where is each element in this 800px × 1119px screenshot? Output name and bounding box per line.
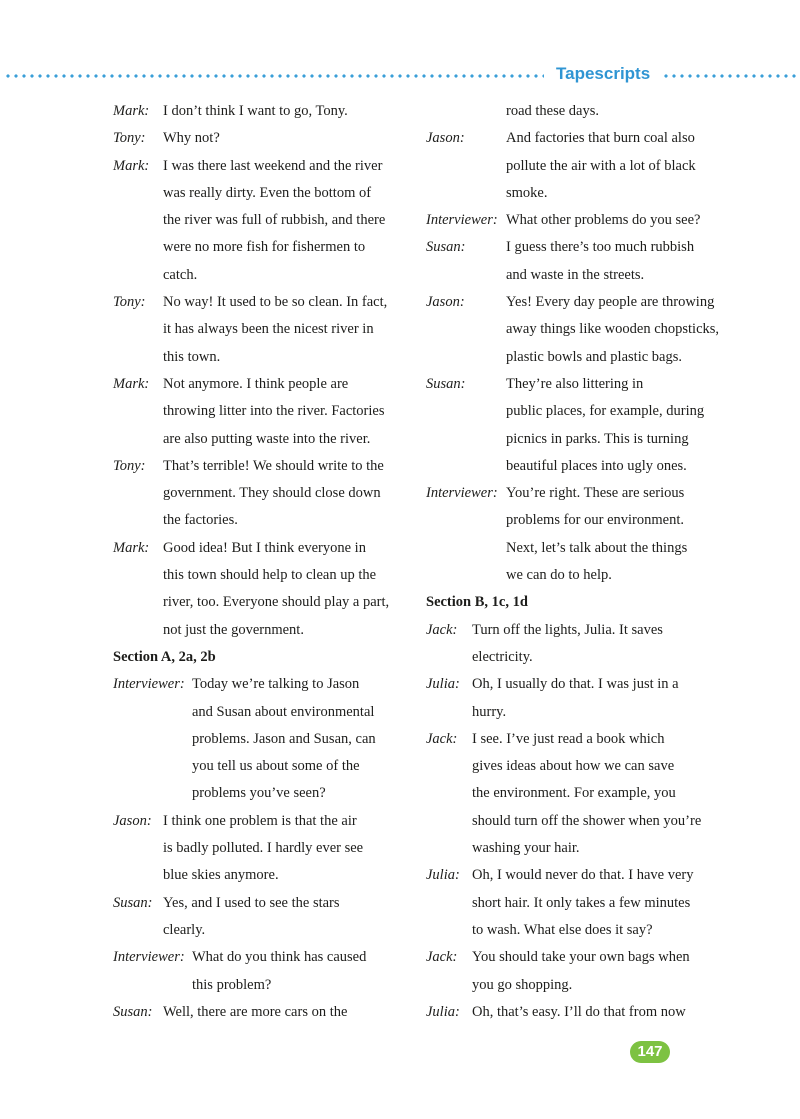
dialogue-entry <box>426 98 726 125</box>
section-heading: Section A, 2a, 2b <box>113 648 216 665</box>
dialogue-line: You’re right. These are serious <box>506 485 685 502</box>
dialogue-text <box>192 944 413 999</box>
dialogue-entry <box>113 453 413 535</box>
dialogue-line: hurry. <box>472 703 507 720</box>
speaker-name: Susan: <box>113 1003 153 1020</box>
dialogue-line: were no more fish for fishermen to <box>163 239 366 256</box>
dialogue-line: pollute the air with a lot of black <box>506 157 696 174</box>
dialogue-line: smoke. <box>506 184 548 201</box>
dialogue-line: this town should help to clean up the <box>163 567 377 584</box>
dialogue-line: I was there last weekend and the river <box>163 157 383 174</box>
dialogue-line: should turn off the shower when you’re <box>472 812 702 829</box>
dialogue-text <box>472 671 726 726</box>
dialogue-text <box>163 999 413 1026</box>
left-column <box>113 98 413 1026</box>
dialogue-line: it has always been the nicest river in <box>163 321 374 338</box>
dialogue-text <box>472 944 726 999</box>
speaker-name: Jack: <box>426 949 458 966</box>
dialogue-line: problems for our environment. <box>506 512 684 529</box>
dialogue-line: They’re also littering in <box>506 375 644 392</box>
dialogue-line: I think one problem is that the air <box>163 812 357 829</box>
dialogue-line: What do you think has caused <box>192 949 367 966</box>
dialogue-entry <box>113 535 413 644</box>
dialogue-line: washing your hair. <box>472 840 580 857</box>
dialogue-text <box>506 125 726 207</box>
dialogue-line: and Susan about environmental <box>192 703 375 720</box>
dialogue-entry <box>426 944 726 999</box>
dialogue-line: we can do to help. <box>506 567 612 584</box>
dialogue-line: Oh, that’s easy. I’ll do that from now <box>472 1003 686 1020</box>
dialogue-line: You should take your own bags when <box>472 949 690 966</box>
dialogue-entry <box>426 234 726 289</box>
dialogue-text <box>506 371 726 480</box>
header-title: Tapescripts <box>556 64 651 83</box>
dialogue-text <box>506 207 726 234</box>
dialogue-line: What other problems do you see? <box>506 212 701 229</box>
speaker-name: Julia: <box>426 867 460 884</box>
speaker-name: Tony: <box>113 457 146 474</box>
dialogue-entry <box>113 371 413 453</box>
speaker-name: Jack: <box>426 621 458 638</box>
dialogue-line: I don’t think I want to go, Tony. <box>163 103 348 119</box>
dialogue-line: the factories. <box>163 512 238 529</box>
dialogue-text <box>472 617 726 672</box>
dialogue-line: I guess there’s too much rubbish <box>506 239 695 256</box>
dialogue-text <box>163 153 413 289</box>
dialogue-line: Today we’re talking to Jason <box>192 676 360 693</box>
dialogue-text <box>163 98 413 125</box>
speaker-name: Susan: <box>426 239 466 256</box>
speaker-name: Interviewer: <box>113 676 185 693</box>
dialogue-text <box>163 289 413 371</box>
dialogue-entry <box>113 98 413 125</box>
dialogue-text <box>163 453 413 535</box>
dialogue-line: and waste in the streets. <box>506 266 645 283</box>
dialogue-text <box>472 726 726 862</box>
dialogue-text <box>163 890 413 945</box>
dialogue-entry <box>426 999 726 1026</box>
dialogue-entry <box>426 480 726 589</box>
section-heading: Section B, 1c, 1d <box>426 594 528 611</box>
dialogue-entry <box>426 726 726 862</box>
speaker-name: Jason: <box>113 812 152 829</box>
dialogue-line: road these days. <box>506 103 600 119</box>
speaker-name: Tony: <box>113 294 146 311</box>
dialogue-text <box>506 480 726 589</box>
dialogue-entry <box>426 125 726 207</box>
dialogue-line: Oh, I would never do that. I have very <box>472 867 694 884</box>
header-dotted-rule-right <box>662 74 798 78</box>
speaker-name: Interviewer: <box>113 949 185 966</box>
dialogue-entry <box>426 371 726 480</box>
dialogue-line: That’s terrible! We should write to the <box>163 457 384 474</box>
dialogue-line: gives ideas about how we can save <box>472 758 675 775</box>
dialogue-line: No way! It used to be so clean. In fact, <box>163 294 388 311</box>
dialogue-line: electricity. <box>472 648 533 665</box>
dialogue-line: catch. <box>163 266 198 283</box>
dialogue-text <box>192 671 413 807</box>
dialogue-line: not just the government. <box>163 621 304 638</box>
dialogue-text <box>506 234 726 289</box>
dialogue-line: Next, let’s talk about the things <box>506 539 688 556</box>
speaker-name: Interviewer: <box>426 485 498 502</box>
dialogue-text <box>163 371 413 453</box>
dialogue-line: this town. <box>163 348 221 365</box>
dialogue-entry <box>426 617 726 672</box>
dialogue-line: Yes, and I used to see the stars <box>163 894 340 911</box>
dialogue-text <box>163 808 413 890</box>
dialogue-line: away things like wooden chopsticks, <box>506 321 720 338</box>
dialogue-line: this problem? <box>192 976 272 993</box>
dialogue-line: public places, for example, during <box>506 403 705 420</box>
dialogue-line: Well, there are more cars on the <box>163 1003 348 1020</box>
dialogue-line: is badly polluted. I hardly ever see <box>163 840 364 857</box>
page-number-badge: 147 <box>630 1041 670 1063</box>
dialogue-line: was really dirty. Even the bottom of <box>163 184 372 201</box>
dialogue-line: you go shopping. <box>472 976 573 993</box>
dialogue-entry <box>426 862 726 944</box>
dialogue-line: blue skies anymore. <box>163 867 279 884</box>
speaker-name: Jason: <box>426 294 465 311</box>
right-column <box>426 98 726 1026</box>
dialogue-entry <box>426 289 726 371</box>
page-header <box>0 62 800 90</box>
dialogue-line: the environment. For example, you <box>472 785 676 802</box>
dialogue-line: the river was full of rubbish, and there <box>163 212 386 229</box>
dialogue-entry <box>113 999 413 1026</box>
dialogue-entry <box>113 153 413 289</box>
speaker-name: Mark: <box>113 539 150 556</box>
speaker-name: Julia: <box>426 1003 460 1020</box>
dialogue-line: are also putting waste into the river. <box>163 430 371 447</box>
speaker-name: Jack: <box>426 730 458 747</box>
dialogue-text <box>472 999 726 1026</box>
dialogue-text <box>163 125 413 152</box>
dialogue-line: I see. I’ve just read a book which <box>472 730 665 747</box>
dialogue-line: you tell us about some of the <box>192 758 360 775</box>
dialogue-text <box>506 289 726 371</box>
dialogue-line: picnics in parks. This is turning <box>506 430 689 447</box>
dialogue-line: river, too. Everyone should play a part, <box>163 594 390 611</box>
dialogue-line: Not anymore. I think people are <box>163 375 349 392</box>
dialogue-entry <box>113 289 413 371</box>
speaker-name: Mark: <box>113 103 150 119</box>
dialogue-line: plastic bowls and plastic bags. <box>506 348 682 365</box>
speaker-name: Susan: <box>426 375 466 392</box>
dialogue-entry <box>426 207 726 234</box>
dialogue-line: Why not? <box>163 130 220 147</box>
dialogue-line: beautiful places into ugly ones. <box>506 457 687 474</box>
speaker-name: Julia: <box>426 676 460 693</box>
speaker-name: Tony: <box>113 130 146 147</box>
dialogue-line: problems. Jason and Susan, can <box>192 730 376 747</box>
dialogue-line: throwing litter into the river. Factories <box>163 403 385 420</box>
dialogue-line: to wash. What else does it say? <box>472 921 653 938</box>
speaker-name: Mark: <box>113 157 150 174</box>
dialogue-line: Yes! Every day people are throwing <box>506 294 715 311</box>
header-dotted-rule-left <box>4 74 544 78</box>
speaker-name: Mark: <box>113 375 150 392</box>
dialogue-entry <box>113 890 413 945</box>
dialogue-line: clearly. <box>163 921 206 938</box>
speaker-name: Jason: <box>426 130 465 147</box>
dialogue-text <box>472 862 726 944</box>
dialogue-line: Oh, I usually do that. I was just in a <box>472 676 679 693</box>
speaker-name: Susan: <box>113 894 153 911</box>
speaker-name: Interviewer: <box>426 212 498 229</box>
dialogue-line: problems you’ve seen? <box>192 785 326 802</box>
dialogue-entry <box>113 944 413 999</box>
dialogue-text <box>163 535 413 644</box>
dialogue-line: short hair. It only takes a few minutes <box>472 894 691 911</box>
dialogue-entry <box>426 671 726 726</box>
dialogue-entry <box>113 808 413 890</box>
dialogue-line: And factories that burn coal also <box>506 130 695 147</box>
dialogue-line: Turn off the lights, Julia. It saves <box>472 621 663 638</box>
dialogue-text <box>506 98 726 125</box>
dialogue-line: government. They should close down <box>163 485 381 502</box>
dialogue-line: Good idea! But I think everyone in <box>163 539 366 556</box>
dialogue-entry <box>113 671 413 807</box>
dialogue-entry <box>113 125 413 152</box>
